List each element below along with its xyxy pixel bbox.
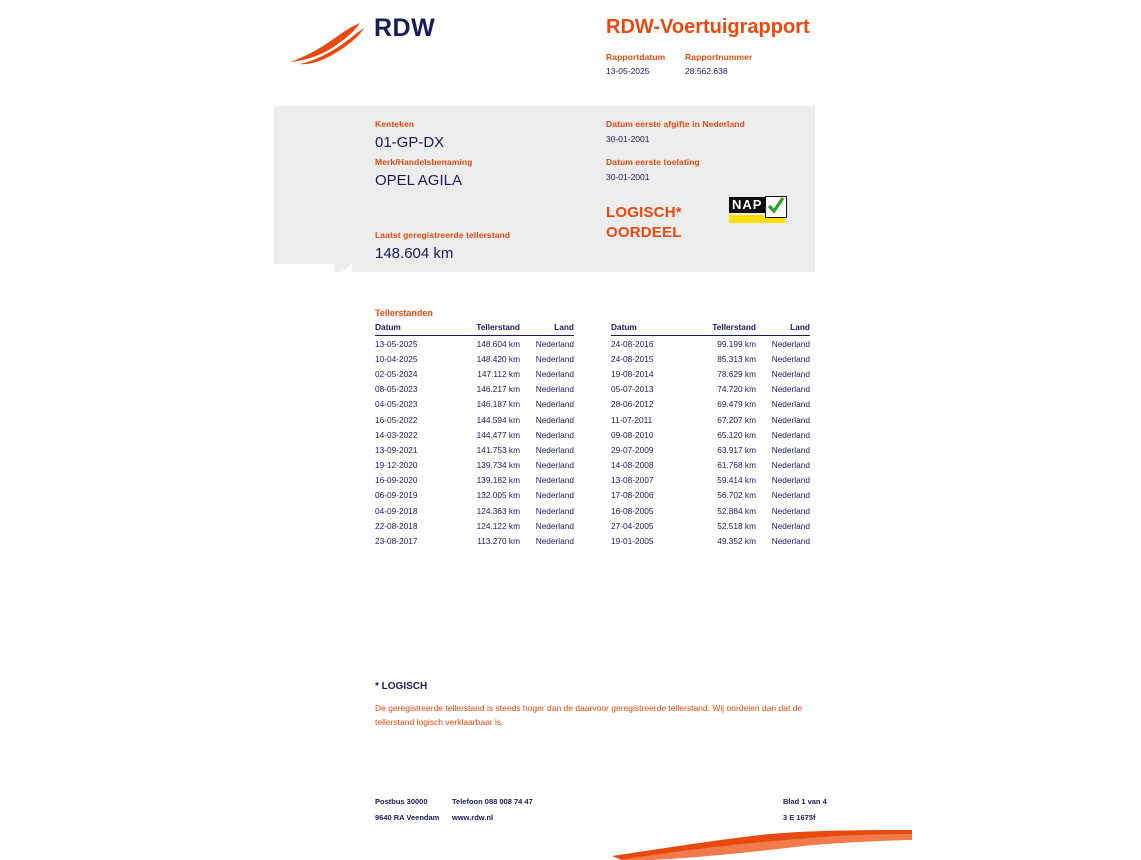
cell-country: Nederland <box>535 490 574 501</box>
column-header-country: Land <box>520 322 574 336</box>
table-row <box>375 427 574 442</box>
brand-field <box>375 157 472 189</box>
report-number-label: Rapportnummer <box>685 52 753 62</box>
verdict-text <box>606 203 682 243</box>
report-date-block <box>606 52 685 76</box>
table-row <box>375 412 574 427</box>
first-admission-value: 30-01-2001 <box>606 172 650 182</box>
footer-website[interactable]: www.rdw.nl <box>452 813 494 822</box>
nap-logo <box>729 197 785 225</box>
cell-country: Nederland <box>535 444 574 455</box>
cell-date: 08-05-2023 <box>375 384 418 395</box>
footer-city: 9640 RA Veendam <box>375 813 440 822</box>
cell-reading: 139.734 km <box>476 460 520 471</box>
cell-country: Nederland <box>535 368 574 379</box>
table-row <box>611 351 810 366</box>
cell-date: 05-07-2013 <box>611 384 654 395</box>
cell-reading: 148.420 km <box>476 353 520 364</box>
cell-reading: 132.005 km <box>476 490 520 501</box>
cell-date: 04-05-2023 <box>375 399 418 410</box>
footer-phone: Telefoon 088 008 74 47 <box>452 797 533 806</box>
cell-reading: 144.477 km <box>476 429 520 440</box>
cell-date: 13-09-2021 <box>375 444 418 455</box>
panel-notch <box>274 264 334 278</box>
table-row <box>375 397 574 412</box>
table-row <box>611 533 810 548</box>
cell-country: Nederland <box>535 353 574 364</box>
cell-reading: 61.768 km <box>717 460 756 471</box>
table-row <box>611 458 810 473</box>
report-number-value: 28.562.638 <box>685 66 728 76</box>
cell-date: 23-08-2017 <box>375 536 418 547</box>
cell-country: Nederland <box>771 429 810 440</box>
cell-reading: 99.199 km <box>717 338 756 349</box>
cell-reading: 65.120 km <box>717 429 756 440</box>
cell-reading: 124.122 km <box>476 520 520 531</box>
footer-page-number: Blad 1 van 4 <box>783 797 827 806</box>
cell-reading: 74.720 km <box>717 384 756 395</box>
cell-date: 24-08-2015 <box>611 353 654 364</box>
cell-country: Nederland <box>771 460 810 471</box>
table-row <box>611 518 810 533</box>
table-header-row <box>611 322 810 336</box>
cell-country: Nederland <box>771 338 810 349</box>
table-row <box>611 473 810 488</box>
cell-country: Nederland <box>771 353 810 364</box>
cell-reading: 78.629 km <box>717 368 756 379</box>
cell-date: 27-04-2005 <box>611 520 654 531</box>
cell-country: Nederland <box>771 414 810 425</box>
cell-date: 22-08-2018 <box>375 520 418 531</box>
cell-reading: 52.518 km <box>717 520 756 531</box>
nap-check-icon <box>765 196 787 218</box>
cell-date: 10-04-2025 <box>375 353 418 364</box>
cell-reading: 124.363 km <box>476 505 520 516</box>
cell-reading: 144.594 km <box>476 414 520 425</box>
table-row <box>375 336 574 352</box>
license-plate-field <box>375 119 444 151</box>
cell-country: Nederland <box>771 520 810 531</box>
readings-table-right <box>611 322 810 549</box>
last-reading-value: 148.604 km <box>375 245 454 262</box>
cell-reading: 85.313 km <box>717 353 756 364</box>
cell-date: 09-08-2010 <box>611 429 654 440</box>
table-row <box>375 351 574 366</box>
table-row <box>611 336 810 352</box>
table-row <box>375 366 574 381</box>
nap-letters: NAP <box>729 197 765 213</box>
cell-date: 04-09-2018 <box>375 505 418 516</box>
license-plate-value: 01-GP-DX <box>375 134 445 151</box>
table-row <box>611 397 810 412</box>
license-plate-label: Kenteken <box>375 119 415 129</box>
cell-country: Nederland <box>535 384 574 395</box>
cell-reading: 56.702 km <box>717 490 756 501</box>
table-row <box>375 442 574 457</box>
cell-date: 29-07-2009 <box>611 444 654 455</box>
brand-label: Merk/Handelsbenaming <box>375 157 473 167</box>
cell-country: Nederland <box>535 520 574 531</box>
table-header-row <box>375 322 574 336</box>
cell-reading: 139.182 km <box>476 475 520 486</box>
rdw-swoosh-icon <box>288 18 366 66</box>
cell-date: 14-08-2008 <box>611 460 654 471</box>
cell-country: Nederland <box>535 475 574 486</box>
cell-country: Nederland <box>535 536 574 547</box>
cell-country: Nederland <box>771 399 810 410</box>
cell-reading: 147.112 km <box>477 368 520 379</box>
table-row <box>611 412 810 427</box>
report-title: RDW-Voertuigrapport <box>606 16 810 38</box>
cell-date: 19-08-2014 <box>611 368 654 379</box>
cell-date: 11-07-2011 <box>611 414 653 425</box>
table-row <box>611 427 810 442</box>
cell-reading: 148.604 km <box>476 338 520 349</box>
footnote-title: * LOGISCH <box>375 681 428 692</box>
footer-po-box: Postbus 30000 <box>375 797 428 806</box>
cell-reading: 52.884 km <box>717 505 756 516</box>
cell-reading: 67.207 km <box>717 414 756 425</box>
readings-table-left <box>375 322 574 549</box>
cell-country: Nederland <box>771 490 810 501</box>
first-admission-label: Datum eerste toelating <box>606 157 700 167</box>
cell-country: Nederland <box>771 368 810 379</box>
footer-contact <box>452 794 533 826</box>
last-reading-label: Laatst geregistreerde tellerstand <box>375 230 511 240</box>
cell-country: Nederland <box>535 505 574 516</box>
footnote-body: De geregistreerde tellerstand is steeds hoger dan de daarvoor geregistreerde tellerstand. Wij oordelen dan dat de tellerstand logisch verklaarbaar is. <box>375 703 803 727</box>
footer-form-code: 3 E 1675f <box>783 813 816 822</box>
cell-reading: 146.217 km <box>476 384 520 395</box>
first-issue-field <box>606 119 745 144</box>
table-row <box>611 442 810 457</box>
column-header-reading: Tellerstand <box>455 322 520 336</box>
cell-country: Nederland <box>535 399 574 410</box>
cell-reading: 49.352 km <box>717 536 756 547</box>
readings-section-title: Tellerstanden <box>375 308 433 318</box>
cell-country: Nederland <box>771 505 810 516</box>
cell-country: Nederland <box>771 536 810 547</box>
table-row <box>375 488 574 503</box>
report-date-label: Rapportdatum <box>606 52 666 62</box>
cell-reading: 59.414 km <box>717 475 756 486</box>
cell-date: 02-05-2024 <box>375 368 418 379</box>
report-date-value: 13-05-2025 <box>606 66 650 76</box>
cell-date: 19-12-2020 <box>375 460 418 471</box>
cell-reading: 113.270 km <box>477 536 520 547</box>
cell-country: Nederland <box>535 338 574 349</box>
column-header-country: Land <box>756 322 810 336</box>
cell-country: Nederland <box>771 444 810 455</box>
table-row <box>375 473 574 488</box>
table-row <box>375 518 574 533</box>
cell-date: 16-09-2020 <box>375 475 418 486</box>
table-row <box>375 382 574 397</box>
table-row <box>611 366 810 381</box>
vehicle-summary-panel <box>274 106 815 272</box>
column-header-date: Datum <box>611 322 691 336</box>
report-meta <box>606 52 752 76</box>
cell-date: 13-05-2025 <box>375 338 418 349</box>
cell-reading: 141.753 km <box>476 444 520 455</box>
first-admission-field <box>606 157 700 182</box>
report-number-block <box>685 52 752 76</box>
column-header-date: Datum <box>375 322 455 336</box>
document-header <box>0 0 1141 100</box>
cell-date: 19-01-2005 <box>611 536 654 547</box>
table-row <box>611 503 810 518</box>
table-row <box>375 458 574 473</box>
cell-country: Nederland <box>535 429 574 440</box>
last-reading-field <box>375 230 510 262</box>
brand-value: OPEL AGILA <box>375 172 462 189</box>
column-header-reading: Tellerstand <box>691 322 756 336</box>
cell-reading: 63.917 km <box>717 444 756 455</box>
cell-date: 16-05-2022 <box>375 414 418 425</box>
first-issue-value: 30-01-2001 <box>606 134 650 144</box>
cell-date: 28-06-2012 <box>611 399 654 410</box>
cell-date: 06-09-2019 <box>375 490 418 501</box>
first-issue-label: Datum eerste afgifte in Nederland <box>606 119 745 129</box>
cell-date: 14-03-2022 <box>375 429 418 440</box>
cell-country: Nederland <box>535 414 574 425</box>
footnote <box>375 681 835 729</box>
cell-country: Nederland <box>535 460 574 471</box>
cell-reading: 69.479 km <box>717 399 756 410</box>
cell-date: 17-08-2006 <box>611 490 654 501</box>
cell-date: 24-08-2016 <box>611 338 654 349</box>
rdw-wordmark: RDW <box>374 14 436 42</box>
cell-date: 16-08-2005 <box>611 505 654 516</box>
table-row <box>611 488 810 503</box>
verdict-line-2: OORDEEL <box>606 224 682 241</box>
cell-reading: 146.187 km <box>476 399 520 410</box>
cell-country: Nederland <box>771 384 810 395</box>
table-row <box>611 382 810 397</box>
table-row <box>375 533 574 548</box>
table-row <box>375 503 574 518</box>
footer-page-info <box>783 794 827 826</box>
cell-date: 13-08-2007 <box>611 475 654 486</box>
verdict-line-1: LOGISCH* <box>606 204 682 221</box>
footer-address <box>375 794 439 826</box>
cell-country: Nederland <box>771 475 810 486</box>
